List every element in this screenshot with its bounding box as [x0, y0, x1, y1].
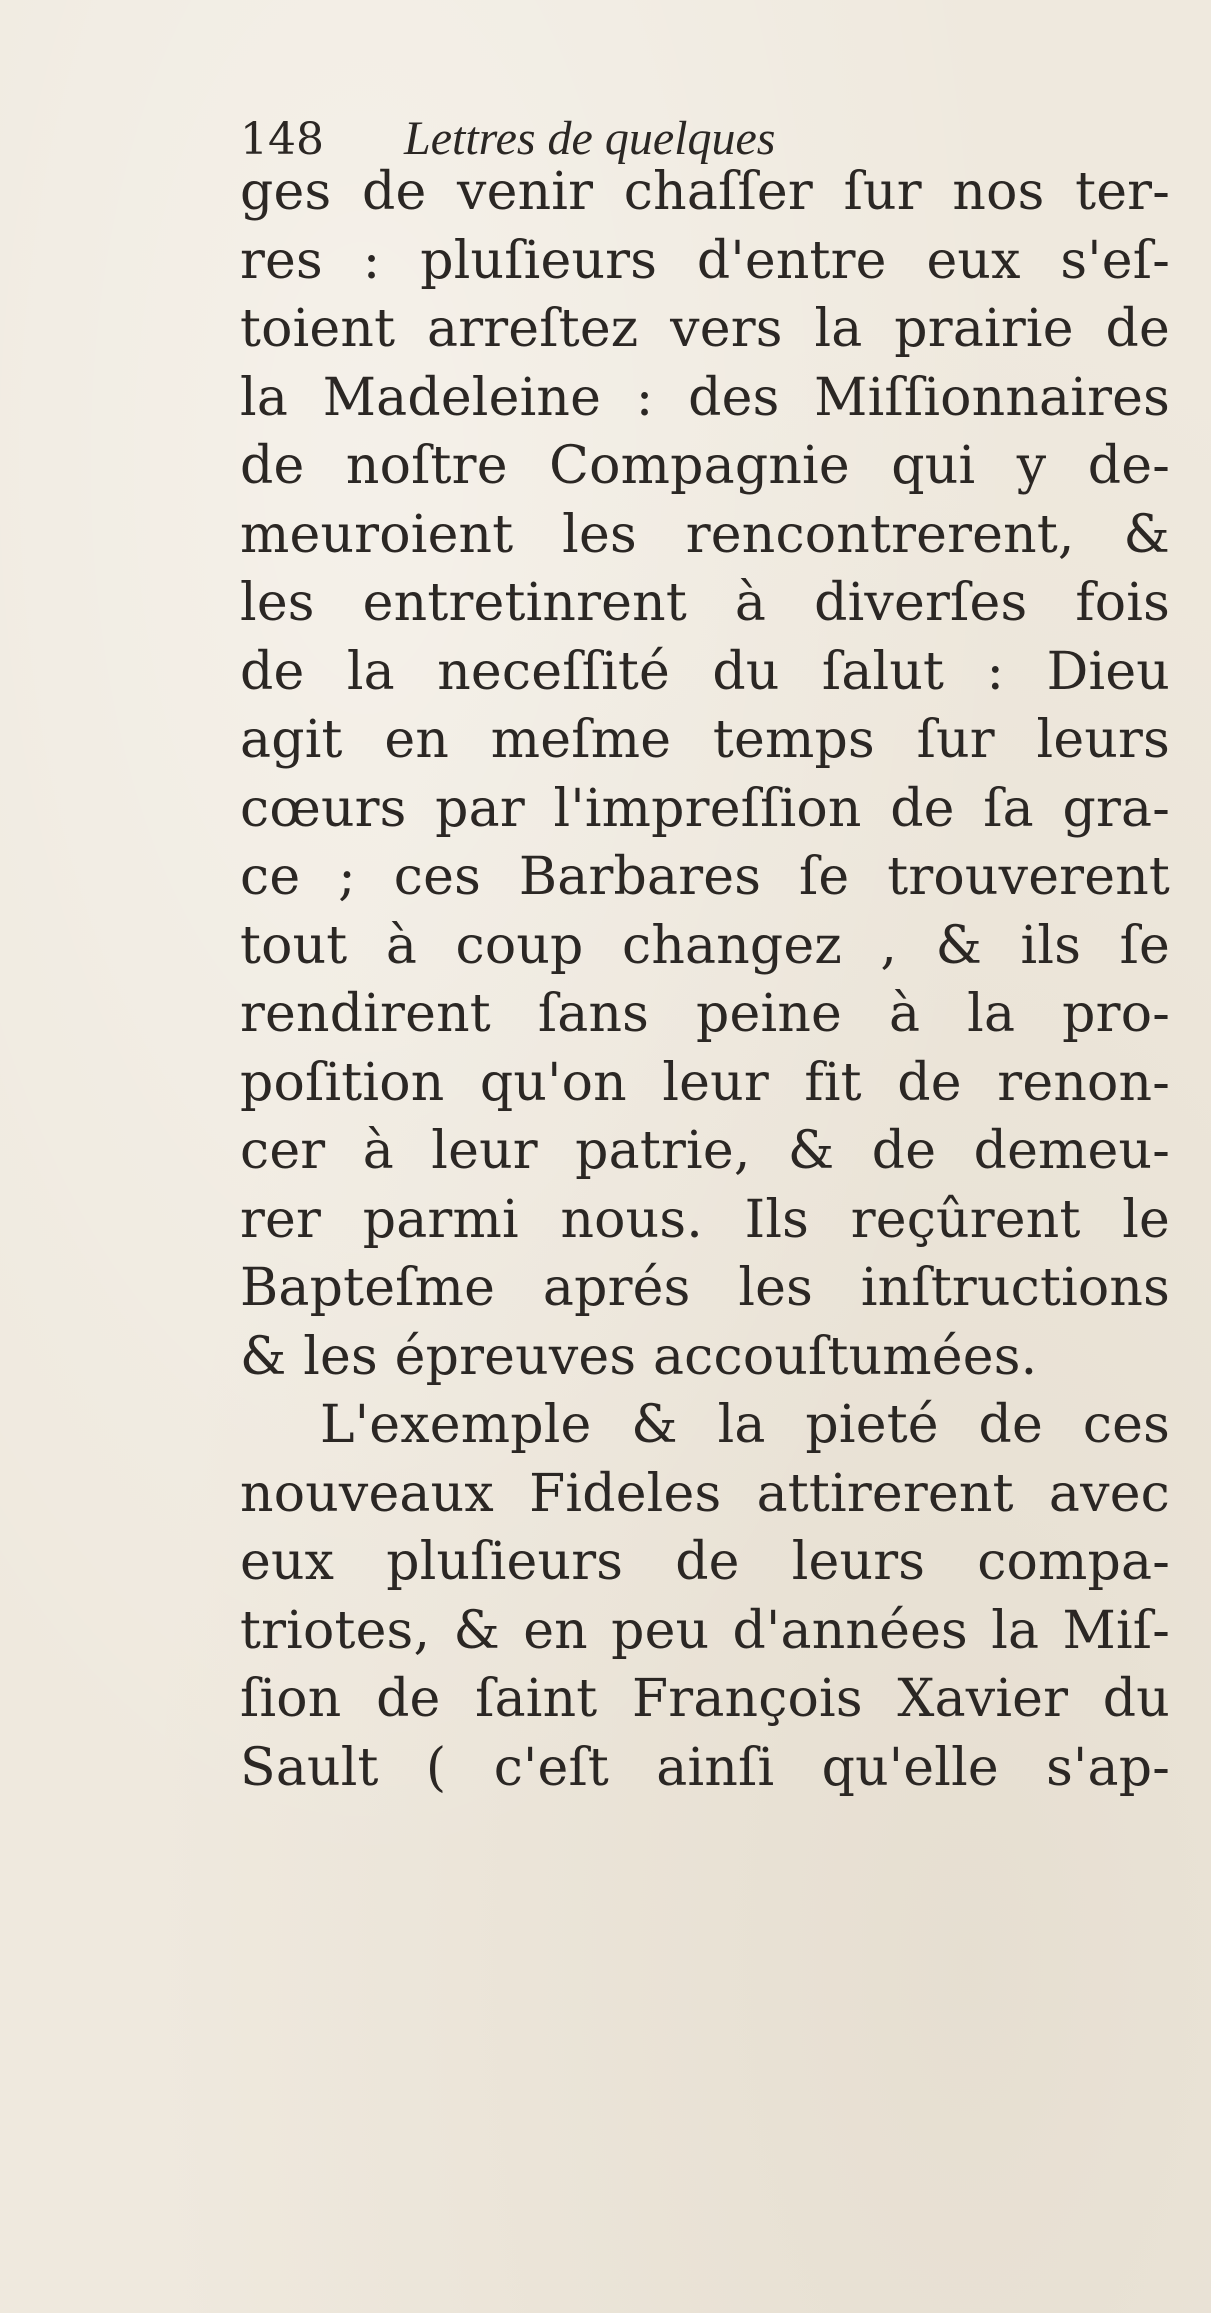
- page-number: 148: [240, 114, 324, 165]
- body-text: [240, 158, 1170, 1802]
- text-line: nouveaux Fideles attirerent avec: [240, 1463, 1170, 1524]
- text-line: res : pluſieurs d'entre eux s'eſ-: [240, 230, 1170, 291]
- text-line: meuroient les rencontrerent, &: [240, 504, 1170, 565]
- text-line: rer parmi nous. Ils reçûrent le: [240, 1189, 1170, 1250]
- text-line: tout à coup changez , & ils ſe: [240, 915, 1170, 976]
- text-line: Bapteſme aprés les inſtructions: [240, 1258, 1170, 1318]
- text-line: poſition qu'on leur fit de renon-: [240, 1052, 1170, 1113]
- text-line: Sault ( c'eſt ainſi qu'elle s'ap-: [240, 1737, 1170, 1798]
- text-line: eux pluſieurs de leurs compa-: [240, 1532, 1170, 1592]
- text-line: triotes, & en peu d'années la Miſ-: [240, 1600, 1170, 1661]
- text-line: la Madeleine : des Miſſionnaires: [240, 367, 1170, 428]
- text-line: cer à leur patrie, & de demeu-: [240, 1121, 1170, 1181]
- running-title: Lettres de quelques: [404, 112, 776, 165]
- text-line: de noſtre Compagnie qui y de-: [240, 436, 1170, 496]
- paragraph-start-line: L'exemple & la pieté de ces: [320, 1395, 1170, 1455]
- text-line: & les épreuves accouſtumées.: [240, 1326, 1038, 1387]
- text-line: ce ; ces Barbares ſe trouverent: [240, 847, 1170, 907]
- text-line: les entretinrent à diverſes fois: [240, 573, 1170, 633]
- text-line: cœurs par l'impreſſion de ſa gra-: [240, 778, 1170, 839]
- text-line: ges de venir chaſſer ſur nos ter-: [240, 162, 1170, 222]
- text-line: de la neceſſité du ſalut : Dieu: [240, 641, 1170, 702]
- text-line: ſion de ſaint François Xavier du: [240, 1669, 1170, 1729]
- text-line: rendirent ſans peine à la pro-: [240, 984, 1170, 1044]
- text-line: agit en meſme temps ſur leurs: [240, 710, 1170, 770]
- text-line: toient arreſtez vers la prairie de: [240, 299, 1170, 359]
